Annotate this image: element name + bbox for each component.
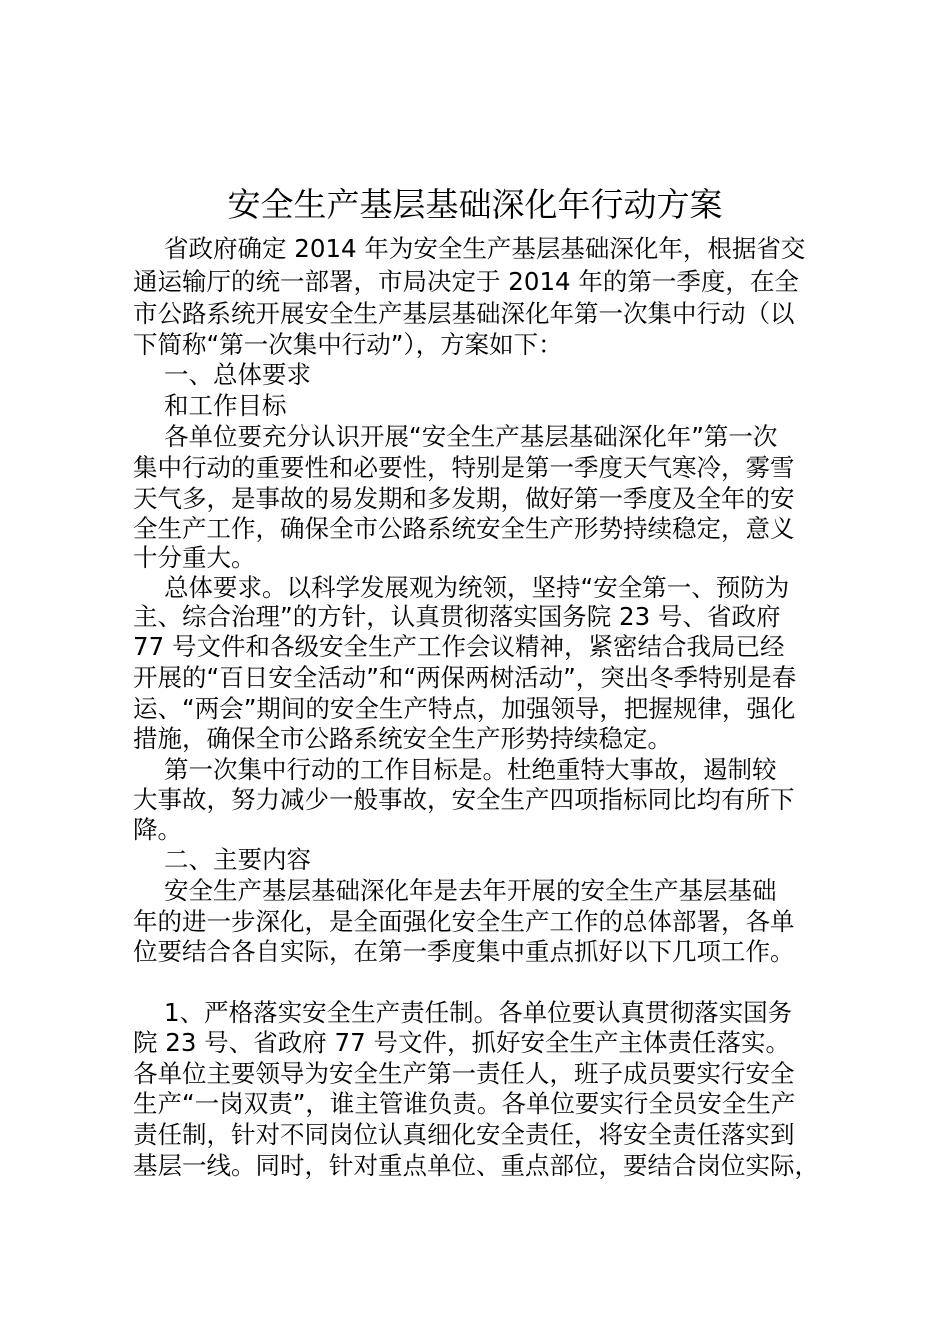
section-heading: 二、主要内容 bbox=[164, 845, 311, 874]
paragraph-line: 责任制，针对不同岗位认真细化安全责任，将安全责任落实到 bbox=[133, 1120, 795, 1149]
paragraph-line: 市公路系统开展安全生产基层基础深化年第一次集中行动（以 bbox=[133, 299, 795, 328]
paragraph-line: 措施，确保全市公路系统安全生产形势持续稳定。 bbox=[133, 724, 672, 753]
paragraph-line: 主、综合治理”的方针，认真贯彻落实国务院 23 号、省政府 bbox=[133, 602, 781, 631]
paragraph-line: 位要结合各自实际，在第一季度集中重点抓好以下几项工作。 bbox=[133, 937, 795, 966]
paragraph-line: 开展的“百日安全活动”和“两保两树活动”，突出冬季特别是春 bbox=[133, 663, 797, 692]
paragraph-line: 各单位主要领导为安全生产第一责任人，班子成员要实行安全 bbox=[133, 1059, 795, 1088]
paragraph-line: 省政府确定 2014 年为安全生产基层基础深化年，根据省交 bbox=[164, 234, 806, 263]
paragraph-line: 大事故，努力减少一般事故，安全生产四项指标同比均有所下 bbox=[133, 785, 795, 814]
paragraph-line: 基层一线。同时，针对重点单位、重点部位，要结合岗位实际， bbox=[133, 1151, 819, 1180]
paragraph-line: 77 号文件和各级安全生产工作会议精神，紧密结合我局已经 bbox=[133, 632, 785, 661]
section-heading: 和工作目标 bbox=[164, 391, 287, 420]
section-heading: 一、总体要求 bbox=[164, 360, 311, 389]
paragraph-line: 1、严格落实安全生产责任制。各单位要认真贯彻落实国务 bbox=[164, 998, 793, 1027]
paragraph-line: 降。 bbox=[133, 815, 182, 844]
paragraph-line: 集中行动的重要性和必要性，特别是第一季度天气寒冷，雾雪 bbox=[133, 453, 795, 482]
paragraph-line: 全生产工作，确保全市公路系统安全生产形势持续稳定，意义 bbox=[133, 514, 795, 543]
paragraph-line: 十分重大。 bbox=[133, 543, 256, 572]
paragraph-line: 运、“两会”期间的安全生产特点，加强领导，把握规律，强化 bbox=[133, 694, 796, 723]
paragraph-line: 各单位要充分认识开展“安全生产基层基础深化年”第一次 bbox=[164, 422, 778, 451]
paragraph-line: 年的进一步深化，是全面强化安全生产工作的总体部署，各单 bbox=[133, 907, 795, 936]
paragraph-line: 院 23 号、省政府 77 号文件，抓好安全生产主体责任落实。 bbox=[133, 1028, 790, 1057]
paragraph-line: 下简称“第一次集中行动”），方案如下： bbox=[133, 330, 563, 359]
paragraph-line: 总体要求。以科学发展观为统领，坚持“安全第一、预防为 bbox=[164, 573, 790, 602]
paragraph-line: 第一次集中行动的工作目标是。杜绝重特大事故，遏制较 bbox=[164, 755, 777, 784]
document-title: 安全生产基层基础深化年行动方案 bbox=[227, 185, 723, 224]
paragraph-line: 通运输厅的统一部署，市局决定于 2014 年的第一季度，在全 bbox=[133, 267, 799, 296]
paragraph-line: 天气多，是事故的易发期和多发期，做好第一季度及全年的安 bbox=[133, 484, 795, 513]
paragraph-line: 安全生产基层基础深化年是去年开展的安全生产基层基础 bbox=[164, 876, 777, 905]
paragraph-line: 生产“一岗双责”，谁主管谁负责。各单位要实行全员安全生产 bbox=[133, 1089, 796, 1118]
